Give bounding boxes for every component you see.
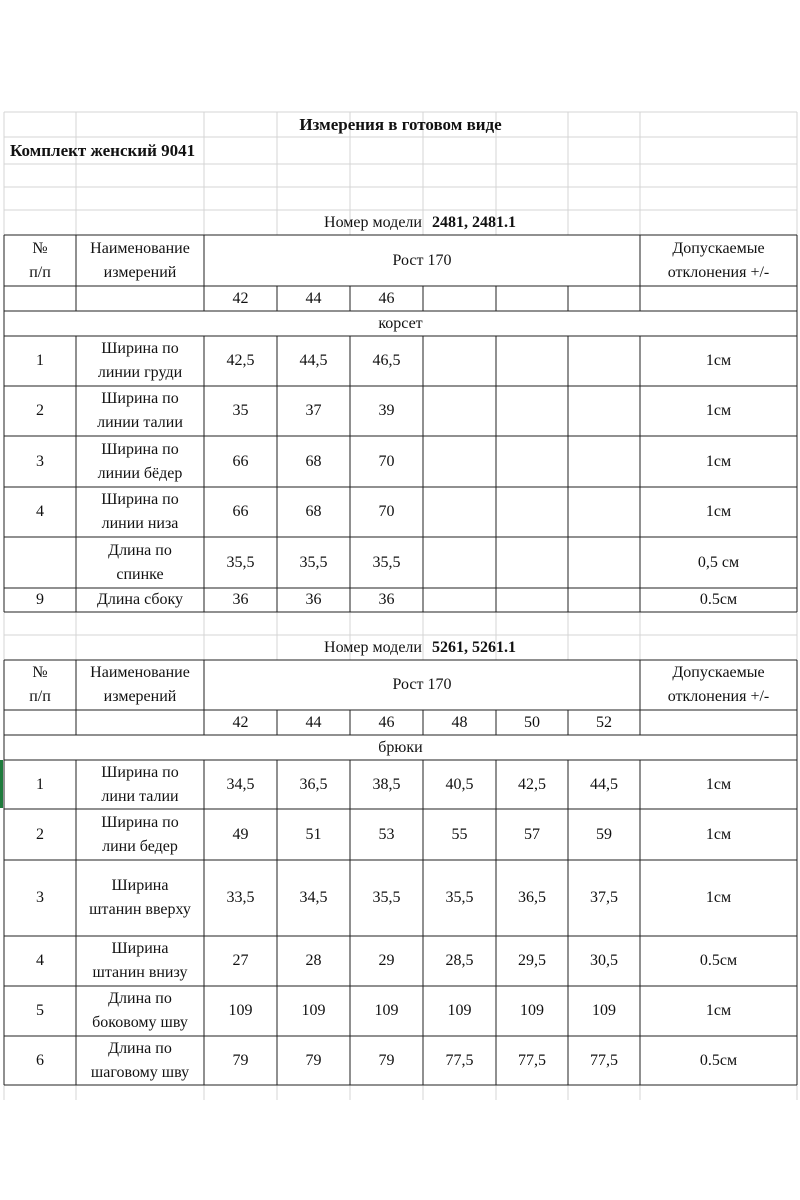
measurement-value: 70 <box>378 503 395 520</box>
measurement-value <box>568 436 640 487</box>
measurement-name: Длина по шаговому шву <box>90 1039 190 1081</box>
row-number: 9 <box>36 591 44 608</box>
measurement-value: 79 <box>232 1051 249 1069</box>
measurement-value: 28 <box>305 952 322 969</box>
measurement-value: 44,5 <box>590 775 618 793</box>
model-numbers: 2481, 2481.1 <box>431 214 516 231</box>
sheet-subtitle: Комплект женский 9041 <box>10 140 196 160</box>
measurement-value <box>496 336 568 386</box>
row-number: 1 <box>36 352 44 369</box>
tolerance-value: 0.5см <box>699 591 738 608</box>
row-number: 4 <box>36 503 44 520</box>
measurement-value <box>568 386 640 436</box>
measurement-value: 55 <box>451 825 468 843</box>
measurement-name: Ширина по линии низа <box>101 491 179 532</box>
row-number: 3 <box>36 452 44 470</box>
measurement-value <box>423 336 496 386</box>
measurement-value <box>568 537 640 588</box>
tolerance-value: 1см <box>705 452 732 470</box>
measurement-value: 53 <box>378 825 395 843</box>
model-number-row <box>280 635 560 661</box>
measurement-value: 49 <box>232 825 249 843</box>
size-cell: 52 <box>596 713 612 731</box>
measurement-name: Ширина по линии груди <box>97 340 183 381</box>
sheet-title: Измерения в готовом виде <box>299 114 502 134</box>
size-cell <box>423 286 496 311</box>
measurement-value: 109 <box>520 1002 544 1019</box>
measurement-name: Длина по боковому шву <box>92 990 188 1031</box>
measurement-value: 36,5 <box>518 889 546 906</box>
measurement-value: 30,5 <box>590 952 618 969</box>
measurement-value: 109 <box>374 1002 399 1019</box>
tolerance-value: 0,5 см <box>697 553 740 571</box>
size-cell <box>496 286 568 311</box>
measurement-value: 42,5 <box>518 775 546 793</box>
measurement-name: Ширина по лини талии <box>101 763 179 805</box>
measurement-value: 28,5 <box>445 952 474 969</box>
row-number: 3 <box>36 889 44 906</box>
model-label: Номер модели <box>324 214 422 231</box>
measurement-value <box>568 588 640 612</box>
section-title: корсет <box>378 314 423 332</box>
measurement-value: 79 <box>378 1051 395 1069</box>
measurement-value <box>496 386 568 436</box>
measurement-value <box>423 487 496 537</box>
header-tolerance: Допускаемые отклонения +/- <box>667 664 770 705</box>
size-cell: 48 <box>451 713 468 731</box>
header-num: № п/п <box>29 239 51 281</box>
size-cell: 44 <box>305 713 322 731</box>
measurement-value: 42,5 <box>226 352 255 369</box>
size-cell: 42 <box>232 289 249 307</box>
measurement-value <box>568 487 640 537</box>
measurement-value: 36,5 <box>299 775 328 793</box>
size-cell: 44 <box>305 289 322 307</box>
row-number: 5 <box>36 1002 44 1019</box>
model-label: Номер модели <box>324 639 422 656</box>
measurement-value: 79 <box>305 1051 322 1069</box>
measurement-value: 36 <box>232 591 249 608</box>
measurement-value <box>568 336 640 386</box>
measurement-value: 40,5 <box>445 775 474 793</box>
measurement-name: Ширина по линии бёдер <box>97 440 183 482</box>
section-title: брюки <box>378 738 423 756</box>
tolerance-value: 1см <box>705 402 732 419</box>
measurement-name: Длина по спинке <box>108 541 172 583</box>
tolerance-value: 1см <box>705 775 732 793</box>
measurement-value: 109 <box>447 1002 472 1019</box>
measurement-value: 77,5 <box>590 1051 618 1069</box>
measurement-name: Ширина штанин внизу <box>92 940 188 981</box>
measurement-name: Ширина по линии талии <box>97 390 183 431</box>
measurement-value: 35,5 <box>226 553 255 571</box>
row-number: 2 <box>36 402 44 419</box>
measurement-value: 109 <box>228 1002 253 1019</box>
measurement-value: 34,5 <box>299 889 328 906</box>
measurement-value: 35 <box>232 402 249 419</box>
header-height: Рост 170 <box>392 676 452 693</box>
measurement-value: 46,5 <box>372 352 401 369</box>
row-number: 2 <box>36 825 44 843</box>
header-num: № п/п <box>29 664 51 705</box>
model-number-row <box>280 210 560 236</box>
tolerance-value: 1см <box>705 889 732 906</box>
header-name: Наименование измерений <box>90 664 190 705</box>
size-cell: 42 <box>232 713 249 731</box>
measurement-value: 35,5 <box>372 889 401 906</box>
measurement-value: 68 <box>305 452 322 470</box>
measurement-value <box>423 436 496 487</box>
tolerance-value: 0.5см <box>699 952 738 969</box>
row-number <box>4 537 76 588</box>
measurement-value: 29 <box>378 952 395 969</box>
measurement-value: 77,5 <box>518 1051 546 1069</box>
size-cell: 46 <box>378 289 395 307</box>
measurement-value: 35,5 <box>299 553 328 571</box>
measurement-value <box>496 588 568 612</box>
tolerance-value: 1см <box>705 503 732 520</box>
measurement-value <box>496 537 568 588</box>
header-name: Наименование измерений <box>90 239 190 281</box>
measurement-value: 35,5 <box>445 889 474 906</box>
measurement-value: 36 <box>378 591 395 608</box>
measurement-value <box>423 386 496 436</box>
row-number: 1 <box>36 775 44 793</box>
measurement-value <box>423 588 496 612</box>
row-number: 4 <box>36 952 44 969</box>
measurement-value: 33,5 <box>226 889 255 906</box>
header-height: Рост 170 <box>392 251 452 269</box>
size-cell: 46 <box>378 713 395 731</box>
tolerance-value: 1см <box>705 1002 732 1019</box>
measurement-value: 68 <box>305 503 322 520</box>
measurement-value: 77,5 <box>445 1051 474 1069</box>
tolerance-value: 1см <box>705 352 732 369</box>
measurement-value <box>423 537 496 588</box>
measurement-value: 70 <box>378 452 395 470</box>
measurement-value: 27 <box>232 952 249 969</box>
measurement-value: 37,5 <box>590 889 618 906</box>
size-cell: 50 <box>524 713 540 731</box>
size-cell <box>568 286 640 311</box>
measurement-value: 35,5 <box>372 553 401 571</box>
measurement-value: 38,5 <box>372 775 401 793</box>
measurement-value: 44,5 <box>299 352 328 369</box>
measurement-value <box>496 487 568 537</box>
measurement-name: Длина сбоку <box>96 591 184 608</box>
measurement-value: 109 <box>592 1002 616 1019</box>
row-number: 6 <box>36 1051 44 1069</box>
measurement-value: 36 <box>305 591 322 608</box>
tolerance-value: 1см <box>705 825 732 843</box>
measurement-value: 109 <box>301 1002 326 1019</box>
measurement-name: Ширина по лини бедер <box>101 813 179 855</box>
measurement-value: 34,5 <box>226 775 255 793</box>
measurement-value: 59 <box>596 825 612 843</box>
measurement-name: Ширина штанин вверху <box>89 877 191 918</box>
measurement-value: 66 <box>232 452 249 470</box>
measurement-value: 51 <box>305 825 322 843</box>
measurement-value: 57 <box>524 825 540 843</box>
cell-selection-marker <box>0 760 3 808</box>
model-numbers: 5261, 5261.1 <box>431 639 516 656</box>
measurement-value <box>496 436 568 487</box>
measurement-value: 39 <box>378 402 395 419</box>
header-tolerance: Допускаемые отклонения +/- <box>667 239 770 281</box>
tolerance-value: 0.5см <box>699 1051 738 1069</box>
measurement-value: 66 <box>232 503 249 520</box>
measurement-value: 37 <box>305 402 322 419</box>
measurement-value: 29,5 <box>518 952 546 969</box>
